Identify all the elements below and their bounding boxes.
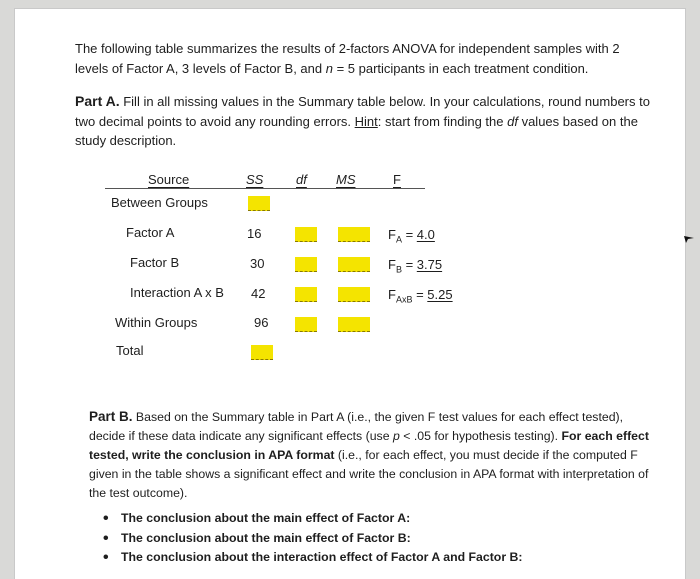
f-number-a: 4.0: [416, 227, 435, 242]
intro-paragraph: [75, 39, 655, 79]
f-eq-b: =: [401, 257, 417, 272]
blank-ms-within[interactable]: [338, 317, 370, 332]
row-label-factor-a: Factor A: [126, 225, 175, 240]
conclusion-item-interaction: • The conclusion about the interaction effect of Factor A and Factor B:: [121, 548, 523, 568]
part-a-text-2: : start from finding the: [377, 113, 508, 129]
blank-df-interaction[interactable]: [295, 287, 317, 302]
f-eq-axb: =: [412, 287, 428, 302]
header-source: Source: [148, 172, 190, 187]
f-number-b: 3.75: [416, 257, 443, 272]
blank-ms-factor-b[interactable]: [338, 257, 370, 272]
f-sub-a: A: [395, 234, 402, 245]
f-label-a: F: [388, 227, 396, 242]
part-b-heading: Part B.: [89, 409, 133, 424]
part-b-text-2: < .05 for hypothesis testing).: [399, 429, 562, 443]
header-ss: SS: [246, 172, 264, 187]
f-sub-b: B: [395, 264, 402, 275]
intro-text-2: = 5 participants in each treatment condition.: [332, 61, 589, 76]
intro-n-variable: n: [325, 61, 333, 76]
header-df: df: [296, 172, 307, 187]
row-label-interaction: Interaction A x B: [130, 285, 224, 300]
f-sub-axb: AxB: [395, 294, 413, 305]
header-ms: MS: [336, 172, 356, 187]
f-value-interaction: [388, 287, 453, 305]
part-a-text-1: Fill in all missing values in the Summary table below. In your calculations, round numbers to two decimal points to avoid any rounding errors.: [75, 94, 650, 129]
f-value-factor-b: [388, 257, 442, 275]
row-label-total: Total: [116, 343, 144, 358]
f-label-axb: F: [388, 287, 396, 302]
part-a-df-variable: df: [507, 113, 518, 129]
ss-interaction: 42: [251, 286, 266, 301]
blank-ss-total[interactable]: [251, 345, 273, 360]
part-b-text-3: (i.e., for each effect, you must decide if the computed F given in the table shows a significant effect and write the conclusion in APA format with interpretation of the test outcome).: [89, 448, 649, 500]
ss-within: 96: [254, 315, 269, 330]
conclusion-list: [89, 509, 523, 568]
row-label-between-groups: Between Groups: [111, 195, 208, 210]
header-f: F: [393, 172, 401, 187]
f-number-axb: 5.25: [427, 287, 453, 302]
part-a-instructions: [75, 92, 665, 151]
intro-text-1: The following table summarizes the results of 2-factors ANOVA for independent samples with 2 levels of Factor A, 3 levels of Factor B, and: [75, 41, 620, 76]
blank-df-factor-a[interactable]: [295, 227, 317, 242]
ss-factor-b: 30: [250, 256, 265, 271]
f-value-factor-a: [388, 227, 435, 245]
conclusion-item-factor-a: • The conclusion about the main effect of Factor A:: [121, 509, 523, 529]
table-header-rule: [105, 188, 425, 189]
ss-factor-a: 16: [247, 226, 262, 241]
mouse-cursor-icon: [684, 233, 694, 243]
blank-ss-between[interactable]: [248, 196, 270, 211]
f-eq-a: =: [401, 227, 417, 242]
blank-df-within[interactable]: [295, 317, 317, 332]
row-label-factor-b: Factor B: [130, 255, 180, 270]
f-label-b: F: [388, 257, 396, 272]
blank-ms-factor-a[interactable]: [338, 227, 370, 242]
blank-ms-interaction[interactable]: [338, 287, 370, 302]
row-label-within-groups: Within Groups: [115, 315, 198, 330]
part-b-p-variable: p: [392, 429, 400, 443]
question-page: [14, 8, 686, 579]
part-b-bold-instruction: For each effect tested, write the conclusion in APA format: [89, 429, 649, 462]
part-a-hint-label: Hint: [354, 113, 378, 129]
part-a-text-3: values based on the study description.: [75, 113, 638, 148]
part-a-heading: Part A.: [75, 93, 120, 109]
part-b-instructions: [89, 407, 649, 503]
blank-df-factor-b[interactable]: [295, 257, 317, 272]
conclusion-item-factor-b: • The conclusion about the main effect of Factor B:: [121, 529, 523, 549]
part-b-text-1: Based on the Summary table in Part A (i.e., the given F test values for each effect tested), decide if these data indicate any significant effects (use: [89, 410, 624, 443]
